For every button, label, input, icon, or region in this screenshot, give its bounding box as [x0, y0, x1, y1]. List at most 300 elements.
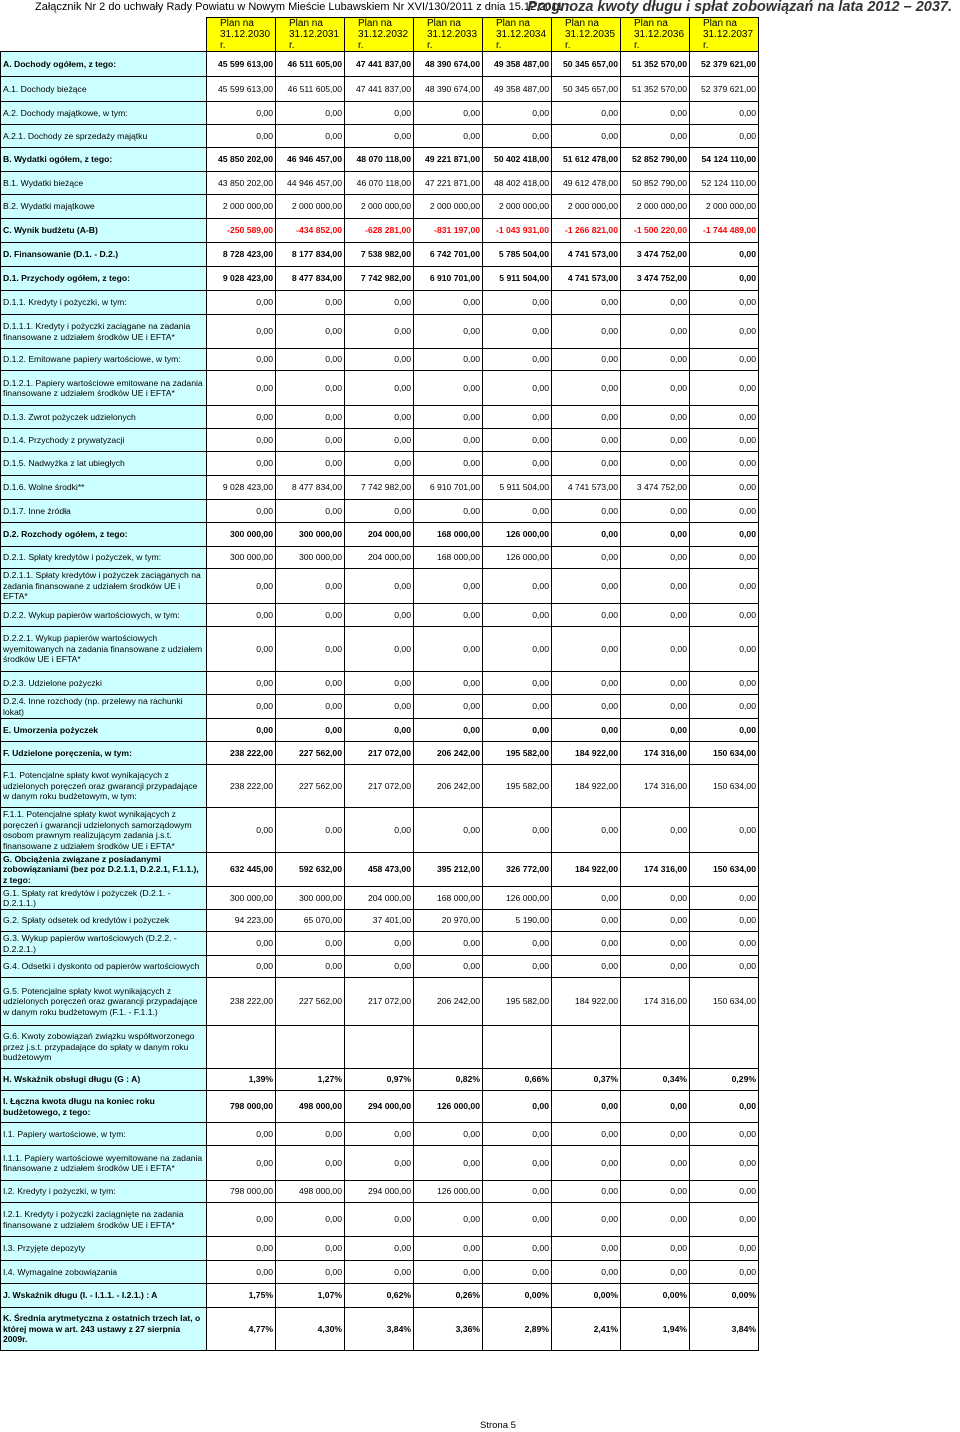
- cell-value: 0,00: [552, 452, 621, 476]
- cell-value: 2,41%: [552, 1308, 621, 1351]
- cell-value: 0,00: [621, 315, 690, 349]
- cell-value: 0,00: [483, 406, 552, 429]
- row-label: A. Dochody ogółem, z tego:: [1, 52, 207, 77]
- cell-value: 184 922,00: [552, 853, 621, 887]
- year-header-line2: 31.12.2033 r.: [427, 29, 478, 51]
- cell-value: 0,00: [621, 956, 690, 978]
- cell-value: 0,00: [552, 125, 621, 148]
- row-label: G.2. Spłaty odsetek od kredytów i pożyczek: [1, 910, 207, 932]
- cell-value: 45 599 613,00: [207, 52, 276, 77]
- cell-value: 0,00: [552, 547, 621, 569]
- cell-value: 3,36%: [414, 1308, 483, 1351]
- cell-value: 0,00: [690, 452, 759, 476]
- table-row: [1, 1181, 759, 1203]
- cell-value: 2 000 000,00: [345, 195, 414, 219]
- cell-value: 1,75%: [207, 1284, 276, 1308]
- row-label: G.5. Potencjalne spłaty kwot wynikających z udzielonych poręczeń oraz gwarancji przypadające w danym roku budżetowym (F.1. - F.1.1.): [1, 978, 207, 1026]
- cell-value: 0,00: [345, 932, 414, 956]
- row-label: G.3. Wykup papierów wartościowych (D.2.2. - D.2.2.1.): [1, 932, 207, 956]
- year-header: [414, 18, 483, 52]
- row-label: G.4. Odsetki i dyskonto od papierów wartościowych: [1, 956, 207, 978]
- cell-value: 0,00: [621, 429, 690, 452]
- cell-value: 0,00: [276, 719, 345, 742]
- cell-value: 7 742 982,00: [345, 267, 414, 291]
- cell-value: 0,00: [552, 1237, 621, 1261]
- table-row: [1, 978, 759, 1026]
- cell-value: 0,00: [345, 349, 414, 371]
- cell-value: 0,00: [345, 569, 414, 604]
- year-header-line1: Plan na: [496, 18, 530, 29]
- cell-value: 0,00: [552, 1146, 621, 1181]
- cell-value: 0,00: [552, 672, 621, 695]
- cell-value: 44 946 457,00: [276, 172, 345, 195]
- cell-value: 48 402 418,00: [483, 172, 552, 195]
- cell-value: 0,00: [345, 406, 414, 429]
- year-header-line1: Plan na: [703, 18, 737, 29]
- cell-value: 184 922,00: [552, 978, 621, 1026]
- cell-value: 0,00: [552, 1261, 621, 1284]
- cell-value: 0,00: [483, 1181, 552, 1203]
- cell-value: 0,00: [552, 887, 621, 910]
- cell-value: 7 538 982,00: [345, 243, 414, 267]
- cell-value: 0,00: [483, 291, 552, 315]
- cell-value: 174 316,00: [621, 742, 690, 765]
- year-header-line1: Plan na: [427, 18, 461, 29]
- row-label: J. Wskaźnik długu (I. - I.1.1. - I.2.1.) : A: [1, 1284, 207, 1308]
- cell-value: 49 358 487,00: [483, 52, 552, 77]
- cell-value: 0,00: [345, 1146, 414, 1181]
- cell-value: 0,62%: [345, 1284, 414, 1308]
- cell-value: 798 000,00: [207, 1091, 276, 1123]
- cell-value: 51 612 478,00: [552, 148, 621, 172]
- cell-value: [621, 1026, 690, 1069]
- cell-value: 0,00: [414, 956, 483, 978]
- cell-value: 4 741 573,00: [552, 243, 621, 267]
- cell-value: 0,00: [621, 349, 690, 371]
- row-label: F. Udzielone poręczenia, w tym:: [1, 742, 207, 765]
- cell-value: 0,00: [552, 808, 621, 853]
- cell-value: 0,00: [414, 452, 483, 476]
- row-label: H. Wskaźnik obsługi długu (G : A): [1, 1069, 207, 1091]
- cell-value: 0,00: [483, 349, 552, 371]
- cell-value: 168 000,00: [414, 523, 483, 547]
- cell-value: 204 000,00: [345, 523, 414, 547]
- year-header-line2: 31.12.2036 r.: [634, 29, 685, 51]
- cell-value: 0,00: [276, 102, 345, 125]
- cell-value: 0,00: [621, 808, 690, 853]
- cell-value: 0,00: [345, 808, 414, 853]
- cell-value: 4,77%: [207, 1308, 276, 1351]
- cell-value: 46 070 118,00: [345, 172, 414, 195]
- row-label: D.2.2. Wykup papierów wartościowych, w tym:: [1, 604, 207, 627]
- cell-value: 0,00: [276, 371, 345, 406]
- cell-value: 5 911 504,00: [483, 267, 552, 291]
- cell-value: 0,00: [483, 1146, 552, 1181]
- cell-value: 0,00: [414, 406, 483, 429]
- cell-value: 48 390 674,00: [414, 52, 483, 77]
- cell-value: 8 477 834,00: [276, 267, 345, 291]
- cell-value: 458 473,00: [345, 853, 414, 887]
- cell-value: 0,00: [414, 1261, 483, 1284]
- cell-value: 0,00: [690, 349, 759, 371]
- cell-value: 0,00: [345, 371, 414, 406]
- cell-value: 0,00: [345, 291, 414, 315]
- cell-value: 2 000 000,00: [207, 195, 276, 219]
- cell-value: 7 742 982,00: [345, 476, 414, 500]
- cell-value: 126 000,00: [483, 523, 552, 547]
- cell-value: 0,00: [483, 672, 552, 695]
- cell-value: 184 922,00: [552, 765, 621, 808]
- cell-value: 0,00: [621, 547, 690, 569]
- cell-value: [276, 1026, 345, 1069]
- cell-value: 0,00: [621, 125, 690, 148]
- cell-value: 498 000,00: [276, 1181, 345, 1203]
- cell-value: 0,00: [552, 1091, 621, 1123]
- cell-value: 0,00: [414, 500, 483, 523]
- table-row: [1, 371, 759, 406]
- table-row: [1, 765, 759, 808]
- cell-value: 0,00: [483, 429, 552, 452]
- year-header-line2: 31.12.2031 r.: [289, 29, 340, 51]
- cell-value: 0,00: [276, 406, 345, 429]
- cell-value: 150 634,00: [690, 765, 759, 808]
- cell-value: 0,00: [552, 932, 621, 956]
- table-row: [1, 932, 759, 956]
- cell-value: 0,00: [690, 1181, 759, 1203]
- cell-value: 0,00: [483, 371, 552, 406]
- cell-value: 0,00: [207, 315, 276, 349]
- cell-value: 0,00: [276, 315, 345, 349]
- cell-value: 0,00: [690, 719, 759, 742]
- row-label: A.1. Dochody bieżące: [1, 77, 207, 102]
- cell-value: -250 589,00: [207, 219, 276, 243]
- cell-value: 0,00: [483, 627, 552, 672]
- cell-value: 0,00: [690, 956, 759, 978]
- cell-value: 0,00: [552, 406, 621, 429]
- cell-value: 47 441 837,00: [345, 77, 414, 102]
- table-row: [1, 956, 759, 978]
- cell-value: 0,00: [276, 808, 345, 853]
- cell-value: 0,00: [207, 125, 276, 148]
- cell-value: 126 000,00: [483, 887, 552, 910]
- cell-value: 184 922,00: [552, 742, 621, 765]
- table-row: [1, 1123, 759, 1146]
- cell-value: [207, 1026, 276, 1069]
- row-label: D.2.4. Inne rozchody (np. przelewy na rachunki lokat): [1, 695, 207, 719]
- row-label: I.1.1. Papiery wartościowe wyemitowane na zadania finansowane z udziałem środków UE i EFTA*: [1, 1146, 207, 1181]
- cell-value: 0,00: [690, 1237, 759, 1261]
- row-label: I. Łączna kwota długu na koniec roku budżetowego, z tego:: [1, 1091, 207, 1123]
- cell-value: 52 124 110,00: [690, 172, 759, 195]
- cell-value: 50 852 790,00: [621, 172, 690, 195]
- cell-value: 0,00: [414, 1146, 483, 1181]
- cell-value: 0,00: [207, 695, 276, 719]
- cell-value: 2 000 000,00: [552, 195, 621, 219]
- cell-value: 0,00: [621, 1146, 690, 1181]
- cell-value: 0,00: [276, 349, 345, 371]
- cell-value: 50 345 657,00: [552, 77, 621, 102]
- cell-value: 0,00: [483, 808, 552, 853]
- cell-value: 52 852 790,00: [621, 148, 690, 172]
- cell-value: 150 634,00: [690, 978, 759, 1026]
- row-label: I.2.1. Kredyty i pożyczki zaciągnięte na zadania finansowane z udziałem środków UE i EFTA*: [1, 1203, 207, 1237]
- cell-value: 0,00: [345, 695, 414, 719]
- cell-value: 0,00: [276, 125, 345, 148]
- cell-value: 206 242,00: [414, 978, 483, 1026]
- cell-value: 0,00: [621, 1261, 690, 1284]
- table-row: [1, 195, 759, 219]
- cell-value: -1 266 821,00: [552, 219, 621, 243]
- row-label: F.1. Potencjalne spłaty kwot wynikających z udzielonych poręczeń oraz gwarancji przypadające w danym roku budżetowym, w tym:: [1, 765, 207, 808]
- cell-value: 126 000,00: [414, 1181, 483, 1203]
- row-label: D.1.1.1. Kredyty i pożyczki zaciągane na zadania finansowane z udziałem środków UE i EFTA*: [1, 315, 207, 349]
- cell-value: 217 072,00: [345, 765, 414, 808]
- row-label: I.3. Przyjęte depozyty: [1, 1237, 207, 1261]
- cell-value: 0,00: [483, 695, 552, 719]
- cell-value: 45 599 613,00: [207, 77, 276, 102]
- cell-value: 8 728 423,00: [207, 243, 276, 267]
- cell-value: 0,00: [552, 604, 621, 627]
- row-label: F.1.1. Potencjalne spłaty kwot wynikających z poręczeń i gwarancji udzielonych samorządowym osobom prawnym realizującym zadania j.s.t. finansowane z udziałem środków UE i EFTA*: [1, 808, 207, 853]
- year-header: [207, 18, 276, 52]
- cell-value: 0,00: [207, 371, 276, 406]
- row-label: D.2.3. Udzielone pożyczki: [1, 672, 207, 695]
- cell-value: 168 000,00: [414, 547, 483, 569]
- cell-value: 0,00: [276, 695, 345, 719]
- cell-value: 294 000,00: [345, 1181, 414, 1203]
- cell-value: 0,00: [207, 1123, 276, 1146]
- cell-value: 0,00: [207, 604, 276, 627]
- cell-value: 0,00: [276, 569, 345, 604]
- row-label: D.1.7. Inne źródła: [1, 500, 207, 523]
- cell-value: 0,00: [483, 315, 552, 349]
- cell-value: 204 000,00: [345, 887, 414, 910]
- cell-value: 126 000,00: [483, 547, 552, 569]
- cell-value: 0,00: [276, 500, 345, 523]
- cell-value: 1,39%: [207, 1069, 276, 1091]
- cell-value: 0,00: [621, 887, 690, 910]
- cell-value: 5 911 504,00: [483, 476, 552, 500]
- cell-value: 4,30%: [276, 1308, 345, 1351]
- cell-value: 6 910 701,00: [414, 267, 483, 291]
- cell-value: 592 632,00: [276, 853, 345, 887]
- cell-value: 48 070 118,00: [345, 148, 414, 172]
- cell-value: 46 946 457,00: [276, 148, 345, 172]
- cell-value: 150 634,00: [690, 853, 759, 887]
- cell-value: 0,00: [414, 429, 483, 452]
- row-label: G.1. Spłaty rat kredytów i pożyczek (D.2.1. - D.2.1.1.): [1, 887, 207, 910]
- row-label: D.1.4. Przychody z prywatyzacji: [1, 429, 207, 452]
- cell-value: 195 582,00: [483, 978, 552, 1026]
- cell-value: 0,00: [552, 719, 621, 742]
- cell-value: 0,00: [276, 1203, 345, 1237]
- cell-value: 0,00: [690, 1123, 759, 1146]
- cell-value: [690, 1026, 759, 1069]
- cell-value: 65 070,00: [276, 910, 345, 932]
- year-header-line2: 31.12.2035 r.: [565, 29, 616, 51]
- year-header-line1: Plan na: [358, 18, 392, 29]
- cell-value: 300 000,00: [276, 523, 345, 547]
- cell-value: 174 316,00: [621, 853, 690, 887]
- cell-value: 0,00: [483, 1091, 552, 1123]
- cell-value: [414, 1026, 483, 1069]
- cell-value: 0,29%: [690, 1069, 759, 1091]
- cell-value: 0,00%: [483, 1284, 552, 1308]
- cell-value: [483, 1026, 552, 1069]
- cell-value: 0,00: [207, 719, 276, 742]
- table-row: [1, 569, 759, 604]
- attachment-title: Załącznik Nr 2 do uchwały Rady Powiatu w Nowym Mieście Lubawskiem Nr XVI/130/2011 z dnia 15.12.2011 r.: [35, 1, 573, 13]
- table-row: [1, 452, 759, 476]
- cell-value: 51 352 570,00: [621, 77, 690, 102]
- table-row: [1, 52, 759, 77]
- cell-value: 94 223,00: [207, 910, 276, 932]
- cell-value: 0,00: [621, 1123, 690, 1146]
- cell-value: 0,00: [690, 315, 759, 349]
- cell-value: 0,00: [276, 452, 345, 476]
- row-label: E. Umorzenia pożyczek: [1, 719, 207, 742]
- cell-value: 0,00: [552, 523, 621, 547]
- cell-value: 0,00: [552, 371, 621, 406]
- cell-value: 0,00: [414, 719, 483, 742]
- cell-value: 0,00: [483, 956, 552, 978]
- cell-value: 8 177 834,00: [276, 243, 345, 267]
- cell-value: 0,00: [345, 1261, 414, 1284]
- cell-value: 52 379 621,00: [690, 52, 759, 77]
- cell-value: 48 390 674,00: [414, 77, 483, 102]
- cell-value: [552, 1026, 621, 1069]
- row-label: D. Finansowanie (D.1. - D.2.): [1, 243, 207, 267]
- cell-value: 0,00: [621, 1181, 690, 1203]
- cell-value: 9 028 423,00: [207, 476, 276, 500]
- cell-value: 3,84%: [345, 1308, 414, 1351]
- cell-value: 0,00: [552, 500, 621, 523]
- table-row: [1, 1146, 759, 1181]
- cell-value: 0,00: [621, 604, 690, 627]
- row-label: G.6. Kwoty zobowiązań związku współtworzonego przez j.s.t. przypadające do spłaty w danym roku budżetowym: [1, 1026, 207, 1069]
- cell-value: 3 474 752,00: [621, 243, 690, 267]
- table-row: [1, 219, 759, 243]
- cell-value: 0,00: [621, 719, 690, 742]
- page-number: Strona 5: [480, 1420, 516, 1431]
- cell-value: 0,00: [690, 808, 759, 853]
- cell-value: 0,00: [414, 371, 483, 406]
- cell-value: 0,00: [276, 1261, 345, 1284]
- year-header: [621, 18, 690, 52]
- cell-value: 0,00: [621, 500, 690, 523]
- row-label: D.1.5. Nadwyżka z lat ubiegłych: [1, 452, 207, 476]
- cell-value: 0,00: [345, 956, 414, 978]
- table-row: [1, 1284, 759, 1308]
- cell-value: 0,00: [552, 1123, 621, 1146]
- cell-value: 174 316,00: [621, 978, 690, 1026]
- cell-value: 0,00%: [690, 1284, 759, 1308]
- cell-value: 5 785 504,00: [483, 243, 552, 267]
- cell-value: 0,00: [621, 1237, 690, 1261]
- cell-value: 0,00: [414, 569, 483, 604]
- row-label: A.2. Dochody majątkowe, w tym:: [1, 102, 207, 125]
- cell-value: -434 852,00: [276, 219, 345, 243]
- row-label: D.2.1.1. Spłaty kredytów i pożyczek zaciąganych na zadania finansowane z udziałem środków UE i EFTA*: [1, 569, 207, 604]
- cell-value: 0,00: [690, 476, 759, 500]
- table-row: [1, 808, 759, 853]
- cell-value: 0,00: [345, 125, 414, 148]
- cell-value: 0,00: [207, 102, 276, 125]
- table-row: [1, 243, 759, 267]
- cell-value: 0,00: [621, 932, 690, 956]
- cell-value: 0,00: [621, 523, 690, 547]
- cell-value: 6 910 701,00: [414, 476, 483, 500]
- cell-value: 0,00: [276, 932, 345, 956]
- cell-value: 0,00: [483, 1237, 552, 1261]
- cell-value: 300 000,00: [207, 887, 276, 910]
- cell-value: 0,00: [621, 1203, 690, 1237]
- year-header-line2: 31.12.2034 r.: [496, 29, 547, 51]
- cell-value: 0,00: [207, 500, 276, 523]
- cell-value: 294 000,00: [345, 1091, 414, 1123]
- cell-value: 0,00: [690, 406, 759, 429]
- row-label: D.1. Przychody ogółem, z tego:: [1, 267, 207, 291]
- cell-value: 0,00: [483, 719, 552, 742]
- cell-value: 0,66%: [483, 1069, 552, 1091]
- table-row: [1, 102, 759, 125]
- cell-value: 0,00: [207, 1203, 276, 1237]
- cell-value: 0,00: [690, 547, 759, 569]
- cell-value: 0,00: [690, 604, 759, 627]
- cell-value: 0,00: [276, 291, 345, 315]
- cell-value: 0,00: [483, 932, 552, 956]
- table-row: [1, 1069, 759, 1091]
- cell-value: 300 000,00: [276, 547, 345, 569]
- cell-value: 0,00: [207, 406, 276, 429]
- cell-value: 0,00: [345, 452, 414, 476]
- row-label: K. Średnia arytmetyczna z ostatnich trzech lat, o której mowa w art. 243 ustawy z 27 sierpnia 2009r.: [1, 1308, 207, 1351]
- year-header-line1: Plan na: [634, 18, 668, 29]
- cell-value: 0,00: [690, 910, 759, 932]
- table-row: [1, 853, 759, 887]
- cell-value: 0,00: [690, 569, 759, 604]
- cell-value: 0,00: [552, 315, 621, 349]
- cell-value: 46 511 605,00: [276, 52, 345, 77]
- cell-value: 0,00: [552, 102, 621, 125]
- table-row: [1, 887, 759, 910]
- cell-value: 50 402 418,00: [483, 148, 552, 172]
- cell-value: 0,97%: [345, 1069, 414, 1091]
- cell-value: 0,00: [621, 910, 690, 932]
- cell-value: 195 582,00: [483, 742, 552, 765]
- cell-value: 0,00: [414, 695, 483, 719]
- cell-value: 52 379 621,00: [690, 77, 759, 102]
- cell-value: 2 000 000,00: [414, 195, 483, 219]
- cell-value: 0,00: [483, 1123, 552, 1146]
- cell-value: -831 197,00: [414, 219, 483, 243]
- table-row: [1, 523, 759, 547]
- cell-value: 0,00: [552, 910, 621, 932]
- row-label: D.2.2.1. Wykup papierów wartościowych wyemitowanych na zadania finansowane z udziałem środków UE i EFTA*: [1, 627, 207, 672]
- year-header: [276, 18, 345, 52]
- cell-value: 0,00: [483, 500, 552, 523]
- cell-value: 0,00: [621, 695, 690, 719]
- cell-value: 47 441 837,00: [345, 52, 414, 77]
- year-header: [483, 18, 552, 52]
- table-row: [1, 910, 759, 932]
- year-header-line2: 31.12.2037 r.: [703, 29, 754, 51]
- cell-value: 46 511 605,00: [276, 77, 345, 102]
- cell-value: 0,00: [690, 932, 759, 956]
- cell-value: 2,89%: [483, 1308, 552, 1351]
- table-row: [1, 429, 759, 452]
- cell-value: 3 474 752,00: [621, 476, 690, 500]
